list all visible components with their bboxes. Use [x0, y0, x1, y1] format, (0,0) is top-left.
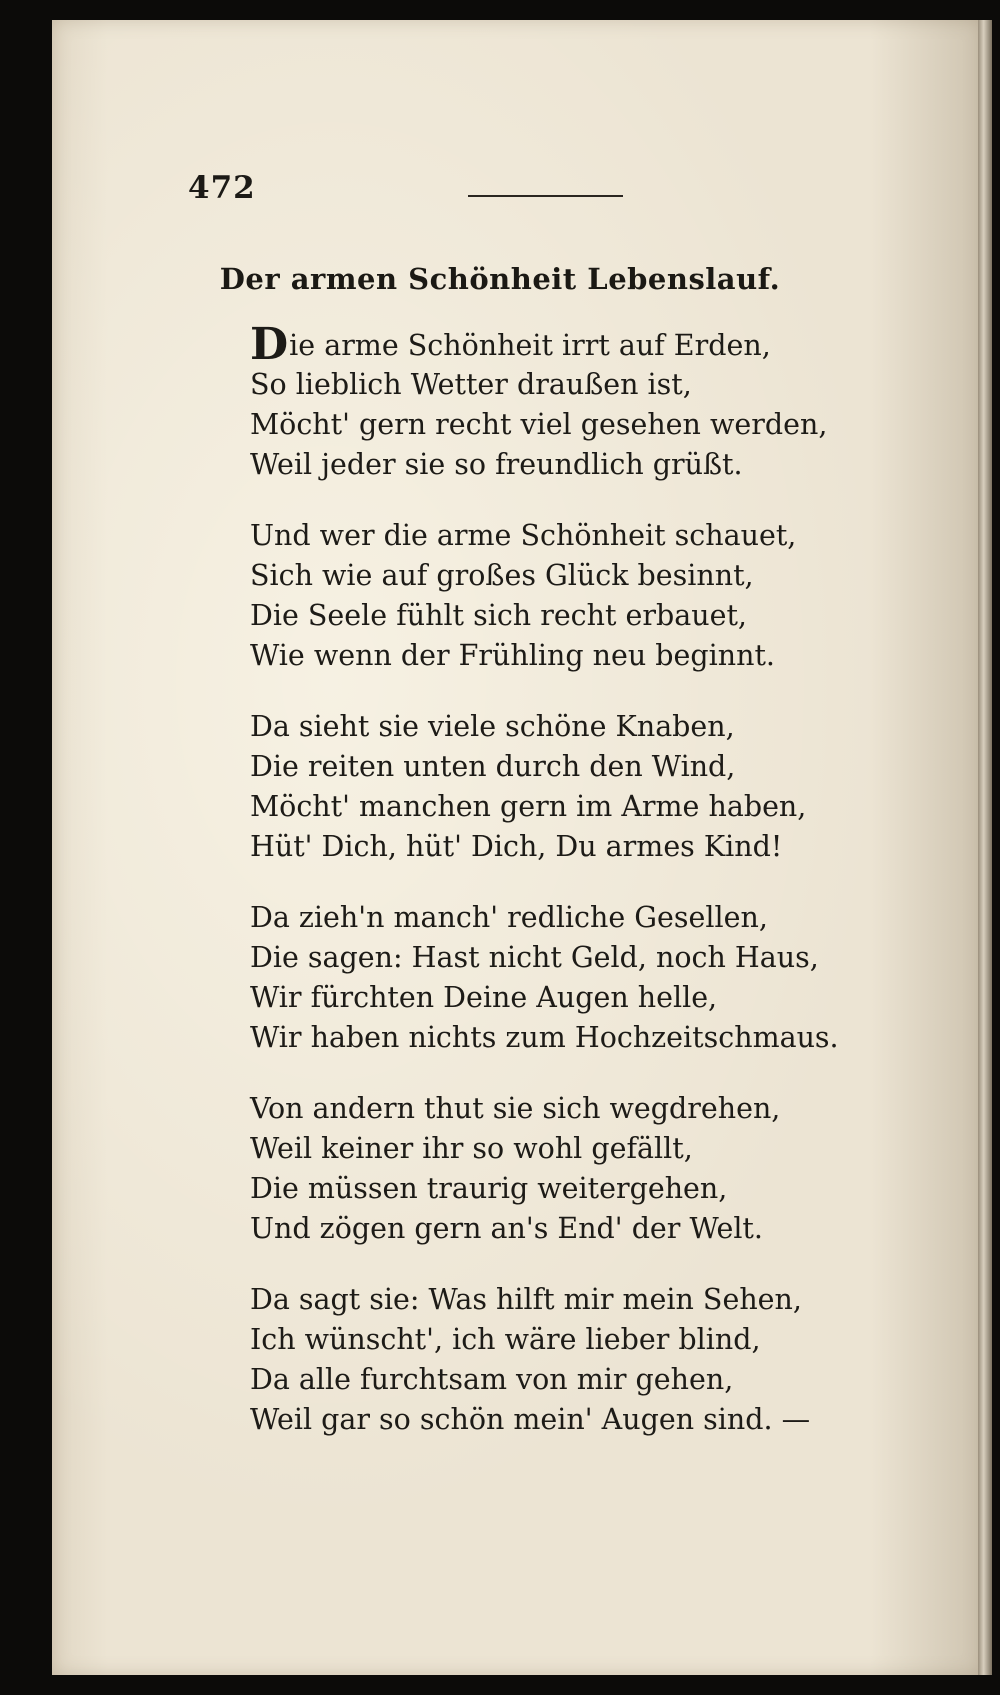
poem-line: Die müssen traurig weitergehen,	[250, 1172, 728, 1205]
poem-line: Möcht' gern recht viel gesehen werden,	[250, 408, 828, 441]
stanza	[250, 898, 839, 1058]
poem-line: Hüt' Dich, hüt' Dich, Du armes Kind!	[250, 830, 783, 863]
poem-line-text: ie arme Schönheit irrt auf Erden,	[289, 329, 771, 362]
poem-line: Die sagen: Hast nicht Geld, noch Haus,	[250, 941, 819, 974]
stanza	[250, 1089, 839, 1249]
poem-line: Wir haben nichts zum Hochzeitschmaus.	[250, 1021, 839, 1054]
poem-line: Die Seele fühlt sich recht erbauet,	[250, 599, 747, 632]
stanza	[250, 1280, 839, 1440]
poem-line: Möcht' manchen gern im Arme haben,	[250, 790, 807, 823]
poem-line: Sich wie auf großes Glück besinnt,	[250, 559, 754, 592]
header-rule	[468, 195, 623, 197]
poem-body	[250, 319, 839, 1471]
poem-line: Wir fürchten Deine Augen helle,	[250, 981, 718, 1014]
poem-line: Wie wenn der Frühling neu beginnt.	[250, 639, 775, 672]
poem-line: Da alle furchtsam von mir gehen,	[250, 1363, 734, 1396]
poem-line: Da sagt sie: Was hilft mir mein Sehen,	[250, 1283, 802, 1316]
poem-line: Weil gar so schön mein' Augen sind. —	[250, 1403, 811, 1436]
poem-title: Der armen Schönheit Lebenslauf.	[219, 262, 781, 296]
drop-cap: D	[250, 319, 289, 370]
poem-line: Weil jeder sie so freundlich grüßt.	[250, 448, 743, 481]
stanza	[250, 707, 839, 867]
poem-line: Weil keiner ihr so wohl gefällt,	[250, 1132, 693, 1165]
poem-line: So lieblich Wetter draußen ist,	[250, 368, 692, 401]
poem-line	[250, 319, 839, 370]
poem-line: Da sieht sie viele schöne Knaben,	[250, 710, 735, 743]
stanza	[250, 516, 839, 676]
poem-line: Da zieh'n manch' redliche Gesellen,	[250, 901, 768, 934]
stanza	[250, 319, 839, 485]
poem-line: Und wer die arme Schönheit schauet,	[250, 519, 797, 552]
poem-line: Ich wünscht', ich wäre lieber blind,	[250, 1323, 761, 1356]
poem-line: Die reiten unten durch den Wind,	[250, 750, 736, 783]
poem-line: Und zögen gern an's End' der Welt.	[250, 1212, 763, 1245]
poem-line: Von andern thut sie sich wegdrehen,	[250, 1092, 781, 1125]
page-number: 472	[188, 170, 256, 206]
